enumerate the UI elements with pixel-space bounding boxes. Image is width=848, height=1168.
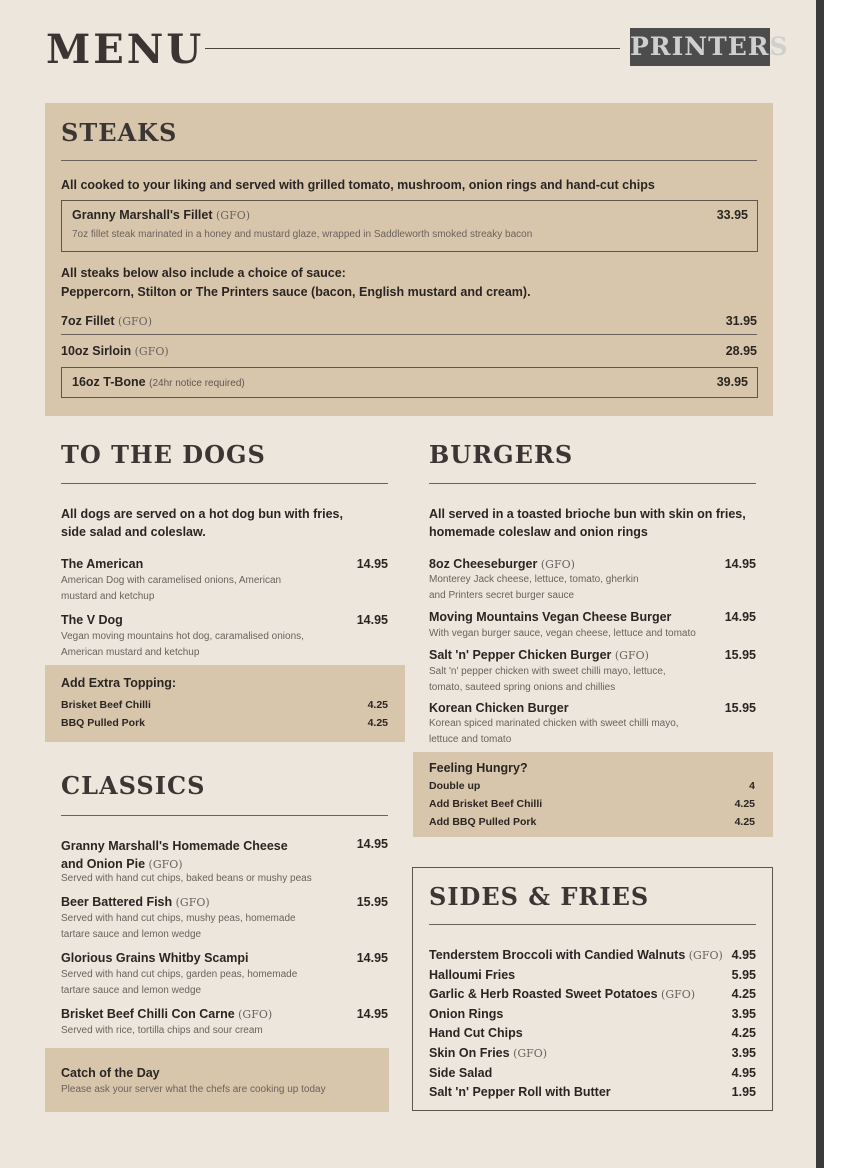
side-price: 4.25 [731, 987, 756, 1002]
intro-line: side salad and coleslaw. [61, 525, 206, 539]
side-item [429, 1044, 756, 1064]
item-name: Hand Cut Chips [429, 1026, 523, 1041]
desc-line: lettuce and tomato [429, 734, 512, 745]
item-name: Salt 'n' Pepper Roll with Butter [429, 1085, 611, 1100]
desc-line: Vegan moving mountains hot dog, caramalised onions, [61, 631, 304, 642]
classic-desc [61, 911, 296, 943]
catch-title: Catch of the Day [61, 1066, 160, 1080]
desc-line: American Dog with caramelised onions, American [61, 575, 282, 586]
gfo-tag: (GFO) [614, 649, 649, 662]
classic-item [61, 895, 210, 909]
burgers-intro [429, 505, 746, 541]
extra-price: 4.25 [367, 717, 388, 729]
intro-line: All served in a toasted brioche bun with skin on fries, [429, 507, 746, 521]
sides-heading: SIDES & FRIES [429, 882, 650, 911]
fillet-item [72, 208, 250, 222]
extra-item: Brisket Beef Chilli [61, 699, 151, 711]
classic-item: Glorious Grains Whitby Scampi [61, 951, 249, 965]
classic-desc: Served with hand cut chips, baked beans or mushy peas [61, 873, 312, 884]
desc-line: tartare sauce and lemon wedge [61, 929, 202, 940]
burger-desc [429, 664, 666, 696]
burger-price: 14.95 [724, 610, 756, 624]
classics-rule [61, 815, 388, 816]
feeling-hungry-title: Feeling Hungry? [429, 761, 528, 775]
gfo-tag: (GFO) [513, 1046, 548, 1060]
steak-item-sirloin [61, 344, 169, 358]
hungry-price: 4 [749, 780, 755, 792]
steak-price-fillet: 31.95 [725, 314, 757, 328]
sides-rule [429, 924, 756, 925]
page-title: MENU [46, 26, 205, 73]
classic-price: 14.95 [356, 837, 388, 851]
steak-price-sirloin: 28.95 [725, 344, 757, 358]
burger-desc [429, 716, 679, 748]
steaks-intro: All cooked to your liking and served with grilled tomato, mushroom, onion rings and hand-cut chips [61, 178, 655, 192]
item-name: Beer Battered Fish [61, 895, 173, 909]
printers-logo: PRINTERS [630, 28, 770, 66]
steaks-rule [61, 160, 757, 161]
hungry-price: 4.25 [734, 816, 755, 828]
item-name: 8oz Cheeseburger [429, 557, 538, 571]
fillet-price: 33.95 [716, 208, 748, 222]
side-price: 5.95 [731, 967, 756, 982]
tbone-note: (24hr notice required) [149, 378, 245, 389]
desc-line: American mustard and ketchup [61, 647, 200, 658]
gfo-tag: (GFO) [175, 896, 210, 909]
desc-line: tomato, sauteed spring onions and chillies [429, 682, 616, 693]
item-name: Tenderstem Broccoli with Candied Walnuts [429, 948, 686, 962]
intro-line: All dogs are served on a hot dog bun with fries, [61, 507, 343, 521]
extra-topping-title: Add Extra Topping: [61, 676, 177, 690]
desc-line: tartare sauce and lemon wedge [61, 985, 202, 996]
desc-line: Korean spiced marinated chicken with sweet chilli mayo, [429, 718, 679, 729]
burger-item: Korean Chicken Burger [429, 701, 569, 715]
desc-line: and Printers secret burger sauce [429, 590, 575, 601]
catch-of-the-day-panel [45, 1048, 389, 1112]
side-item [429, 1083, 756, 1103]
item-name: and Onion Pie [61, 857, 146, 871]
gfo-tag: (GFO) [661, 988, 696, 1002]
item-name: Onion Rings [429, 1006, 504, 1021]
dog-item-vdog: The V Dog [61, 613, 123, 627]
item-name: Halloumi Fries [429, 967, 516, 982]
dog-price-american: 14.95 [356, 557, 388, 571]
classic-desc: Served with rice, tortilla chips and sour cream [61, 1025, 263, 1036]
dog-desc-vdog [61, 629, 304, 661]
burgers-rule [429, 483, 756, 484]
side-price: 3.95 [731, 1006, 756, 1021]
desc-line: Monterey Jack cheese, lettuce, tomato, gherkin [429, 574, 639, 585]
classic-desc [61, 967, 297, 999]
catch-desc: Please ask your server what the chefs are cooking up today [61, 1084, 326, 1095]
dogs-intro [61, 505, 343, 541]
burger-price: 15.95 [724, 701, 756, 715]
header-rule [205, 48, 620, 49]
classic-item [61, 837, 288, 874]
side-item [429, 1064, 756, 1084]
fillet-name: Granny Marshall's Fillet [72, 208, 213, 222]
hungry-item: Add Brisket Beef Chilli [429, 798, 543, 810]
item-name: 16oz T-Bone [72, 375, 146, 389]
sauce-intro: All steaks below also include a choice of sauce: [61, 266, 346, 280]
sides-list [429, 946, 756, 1103]
item-divider [61, 334, 757, 335]
dog-price-vdog: 14.95 [356, 613, 388, 627]
burger-price: 15.95 [724, 648, 756, 662]
classic-price: 14.95 [356, 1007, 388, 1021]
extra-item: BBQ Pulled Pork [61, 717, 146, 729]
side-item [429, 1005, 756, 1025]
burgers-heading: BURGERS [429, 440, 574, 469]
side-price: 4.25 [731, 1026, 756, 1041]
burger-desc: With vegan burger sauce, vegan cheese, lettuce and tomato [429, 628, 696, 639]
classics-heading: CLASSICS [61, 771, 206, 800]
dogs-heading: TO THE DOGS [61, 440, 266, 469]
side-price: 4.95 [731, 948, 756, 962]
sauce-options: Peppercorn, Stilton or The Printers sauce (bacon, English mustard and cream). [61, 285, 531, 299]
item-name: Skin On Fries [429, 1045, 510, 1060]
steak-item-tbone [72, 375, 245, 389]
steak-item-fillet [61, 314, 152, 328]
side-item [429, 985, 756, 1005]
item-name: 7oz Fillet [61, 314, 115, 328]
classic-item [61, 1007, 272, 1021]
desc-line: Served with hand cut chips, garden peas, homemade [61, 969, 298, 980]
gfo-tag: (GFO) [216, 209, 251, 222]
classic-price: 14.95 [356, 951, 388, 965]
desc-line: Served with hand cut chips, mushy peas, homemade [61, 913, 296, 924]
item-name: 10oz Sirloin [61, 344, 132, 358]
steak-price-tbone: 39.95 [716, 375, 748, 389]
side-price: 4.95 [731, 1065, 756, 1080]
burger-desc [429, 572, 639, 604]
intro-line: homemade coleslaw and onion rings [429, 525, 648, 539]
page-edge [816, 0, 824, 1168]
gfo-tag: (GFO) [238, 1008, 273, 1021]
side-item [429, 1024, 756, 1044]
item-name: Brisket Beef Chilli Con Carne [61, 1007, 235, 1021]
item-name: Granny Marshall's Homemade Cheese [61, 839, 288, 853]
dogs-rule [61, 483, 388, 484]
dog-desc-american [61, 573, 281, 605]
side-item [429, 946, 756, 966]
gfo-tag: (GFO) [688, 949, 723, 962]
hungry-price: 4.25 [734, 798, 755, 810]
extra-price: 4.25 [367, 699, 388, 711]
burger-price: 14.95 [724, 557, 756, 571]
dog-item-american: The American [61, 557, 144, 571]
gfo-tag: (GFO) [117, 315, 152, 328]
side-price: 3.95 [731, 1045, 756, 1060]
item-name: Salt 'n' Pepper Chicken Burger [429, 648, 612, 662]
side-item [429, 966, 756, 986]
item-name: Garlic & Herb Roasted Sweet Potatoes [429, 987, 658, 1002]
desc-line: Salt 'n' pepper chicken with sweet chilli mayo, lettuce, [429, 666, 666, 677]
burger-item [429, 557, 575, 571]
hungry-item: Add BBQ Pulled Pork [429, 816, 537, 828]
burger-item [429, 648, 649, 662]
side-price: 1.95 [731, 1085, 756, 1100]
steaks-heading: STEAKS [61, 118, 178, 147]
gfo-tag: (GFO) [134, 345, 169, 358]
fillet-desc: 7oz fillet steak marinated in a honey and mustard glaze, wrapped in Saddleworth smoked streaky bacon [72, 229, 533, 240]
burger-item: Moving Mountains Vegan Cheese Burger [429, 610, 672, 624]
classic-price: 15.95 [356, 895, 388, 909]
gfo-tag: (GFO) [540, 558, 575, 571]
desc-line: mustard and ketchup [61, 591, 155, 602]
gfo-tag: (GFO) [148, 858, 183, 871]
hungry-item: Double up [429, 780, 481, 792]
item-name: Side Salad [429, 1065, 493, 1080]
